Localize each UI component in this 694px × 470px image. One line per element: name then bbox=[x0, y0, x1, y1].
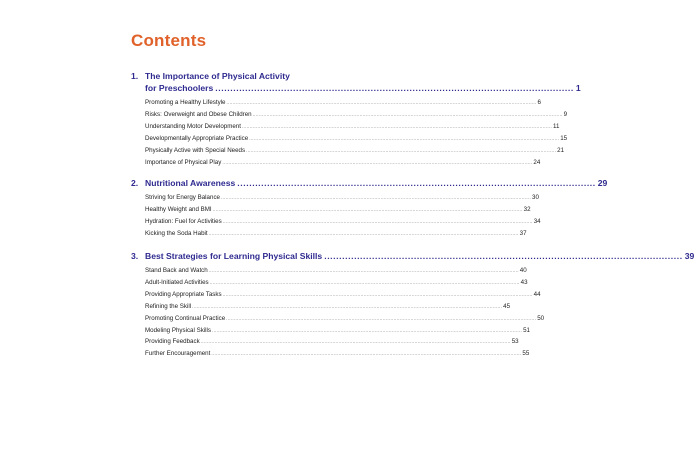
leader-dots: ........................................................................................................................................................................................................ bbox=[226, 100, 537, 105]
toc-entry[interactable] bbox=[145, 133, 568, 145]
toc-entry[interactable] bbox=[145, 97, 541, 109]
entry-label: Healthy Weight and BMI bbox=[145, 205, 212, 213]
entry-label: Importance of Physical Play bbox=[145, 158, 222, 166]
toc-entry[interactable] bbox=[145, 145, 565, 157]
chapter-title[interactable]: The Importance of Physical Activity bbox=[145, 71, 290, 81]
chapter-number: 3. bbox=[131, 251, 139, 261]
toc-entry[interactable] bbox=[145, 265, 527, 277]
entry-page-number: 51 bbox=[523, 326, 530, 334]
entry-label: Further Encouragement bbox=[145, 350, 211, 358]
toc-entry[interactable] bbox=[145, 325, 530, 337]
chapter-3 bbox=[131, 250, 694, 360]
toc-entry[interactable] bbox=[145, 348, 530, 360]
entry-list bbox=[145, 97, 568, 168]
entry-label: Modeling Physical Skills bbox=[145, 326, 212, 334]
toc-entry[interactable] bbox=[145, 289, 541, 301]
entry-label: Risks: Overweight and Obese Children bbox=[145, 110, 252, 118]
leader-dots: ........................................................................................................................................................................................................ bbox=[208, 268, 519, 273]
entry-list bbox=[145, 192, 541, 240]
page-title: Contents bbox=[131, 31, 207, 50]
chapter-title[interactable]: Best Strategies for Learning Physical Skills bbox=[145, 251, 323, 261]
chapter-heading-line2 bbox=[145, 82, 581, 94]
entry-page-number: 40 bbox=[519, 267, 527, 274]
leader-dots: ........................................................................................................................................................................................................ bbox=[211, 351, 522, 357]
toc-entry[interactable] bbox=[145, 301, 511, 313]
chapter-page-number: 1 bbox=[575, 83, 581, 93]
entry-page-number: 50 bbox=[537, 314, 545, 322]
leader-dots: ........................................................................................................................ bbox=[215, 83, 574, 93]
toc-entry[interactable] bbox=[145, 109, 568, 121]
toc-entry[interactable] bbox=[145, 228, 527, 240]
entry-page-number: 43 bbox=[520, 278, 528, 286]
entry-label: Refining the Skill bbox=[145, 302, 192, 310]
chapter-heading bbox=[131, 177, 608, 189]
chapter-2 bbox=[131, 177, 608, 240]
entry-label: Striving for Energy Balance bbox=[145, 194, 220, 201]
chapter-title[interactable]: Nutritional Awareness bbox=[145, 178, 236, 188]
toc-entry[interactable] bbox=[145, 277, 528, 289]
leader-dots: ........................................................................................................................................................................................................ bbox=[220, 195, 532, 200]
leader-dots: ........................................................................................................................................................................................................ bbox=[252, 111, 563, 117]
toc-entry[interactable] bbox=[145, 216, 541, 228]
toc-entry[interactable] bbox=[145, 336, 519, 348]
entry-page-number: 55 bbox=[522, 350, 530, 358]
entry-label: Kicking the Soda Habit bbox=[145, 229, 208, 237]
entry-label: Developmentally Appropriate Practice bbox=[145, 134, 249, 142]
chapter-heading bbox=[131, 250, 694, 262]
chapter-number: 2. bbox=[131, 178, 139, 188]
chapter-page-number: 39 bbox=[684, 251, 694, 261]
leader-dots: ........................................................................................................................................................................................................ bbox=[200, 339, 511, 345]
entry-page-number: 21 bbox=[557, 146, 565, 154]
entry-page-number: 45 bbox=[503, 302, 511, 310]
toc-entry[interactable] bbox=[145, 204, 531, 216]
leader-dots: ........................................................................................................................................................................................................ bbox=[222, 159, 533, 165]
leader-dots: ........................................................................................................................................................................................................ bbox=[209, 279, 520, 285]
entry-page-number: 9 bbox=[563, 110, 568, 118]
entry-page-number: 6 bbox=[537, 99, 541, 106]
leader-dots: ........................................................................................................................................................................................................ bbox=[192, 303, 503, 309]
entry-page-number: 44 bbox=[533, 290, 541, 298]
leader-dots: ........................................................................................................................................................................................................ bbox=[249, 135, 560, 141]
entry-page-number: 37 bbox=[519, 229, 527, 237]
entry-list bbox=[145, 265, 545, 360]
entry-label: Promoting a Healthy Lifestyle bbox=[145, 99, 226, 106]
entry-page-number: 15 bbox=[560, 134, 568, 142]
entry-page-number: 11 bbox=[553, 122, 560, 130]
entry-page-number: 34 bbox=[533, 217, 541, 225]
chapter-page-number: 29 bbox=[597, 178, 608, 188]
chapter-title-line2[interactable]: for Preschoolers bbox=[145, 83, 214, 93]
leader-dots: ........................................................................................................................................................................................................ bbox=[226, 315, 537, 321]
entry-label: Stand Back and Watch bbox=[145, 267, 208, 274]
chapter-number: 1. bbox=[131, 71, 139, 81]
leader-dots: ........................................................................................................................ bbox=[237, 178, 596, 188]
leader-dots: ........................................................................................................................................................................................................ bbox=[222, 291, 533, 297]
entry-label: Providing Appropriate Tasks bbox=[145, 290, 222, 298]
chapter-heading bbox=[131, 70, 357, 82]
leader-dots: ........................................................................................................................................................................................................ bbox=[241, 123, 553, 129]
entry-page-number: 53 bbox=[511, 338, 519, 346]
leader-dots: ........................................................................................................................ bbox=[324, 251, 683, 261]
leader-dots: ........................................................................................................................................................................................................ bbox=[246, 147, 557, 153]
toc-entry[interactable] bbox=[145, 313, 545, 325]
leader-dots: ........................................................................................................................................................................................................ bbox=[208, 230, 519, 236]
entry-page-number: 32 bbox=[523, 205, 531, 213]
entry-label: Hydration: Fuel for Activities bbox=[145, 217, 222, 225]
entry-page-number: 24 bbox=[533, 158, 541, 166]
leader-dots: ........................................................................................................................................................................................................ bbox=[222, 218, 533, 224]
entry-page-number: 30 bbox=[532, 194, 539, 201]
toc-entry[interactable] bbox=[145, 192, 539, 204]
entry-label: Physically Active with Special Needs bbox=[145, 146, 246, 154]
toc-entry[interactable] bbox=[145, 157, 541, 169]
entry-label: Providing Feedback bbox=[145, 338, 200, 346]
leader-dots: ........................................................................................................................................................................................................ bbox=[212, 327, 523, 333]
chapter-1 bbox=[131, 70, 581, 168]
leader-dots: ........................................................................................................................................................................................................ bbox=[212, 206, 523, 212]
entry-label: Promoting Continual Practice bbox=[145, 314, 226, 322]
toc-entry[interactable] bbox=[145, 121, 560, 133]
entry-label: Understanding Motor Development bbox=[145, 122, 241, 130]
entry-label: Adult-Initiated Activities bbox=[145, 278, 209, 286]
